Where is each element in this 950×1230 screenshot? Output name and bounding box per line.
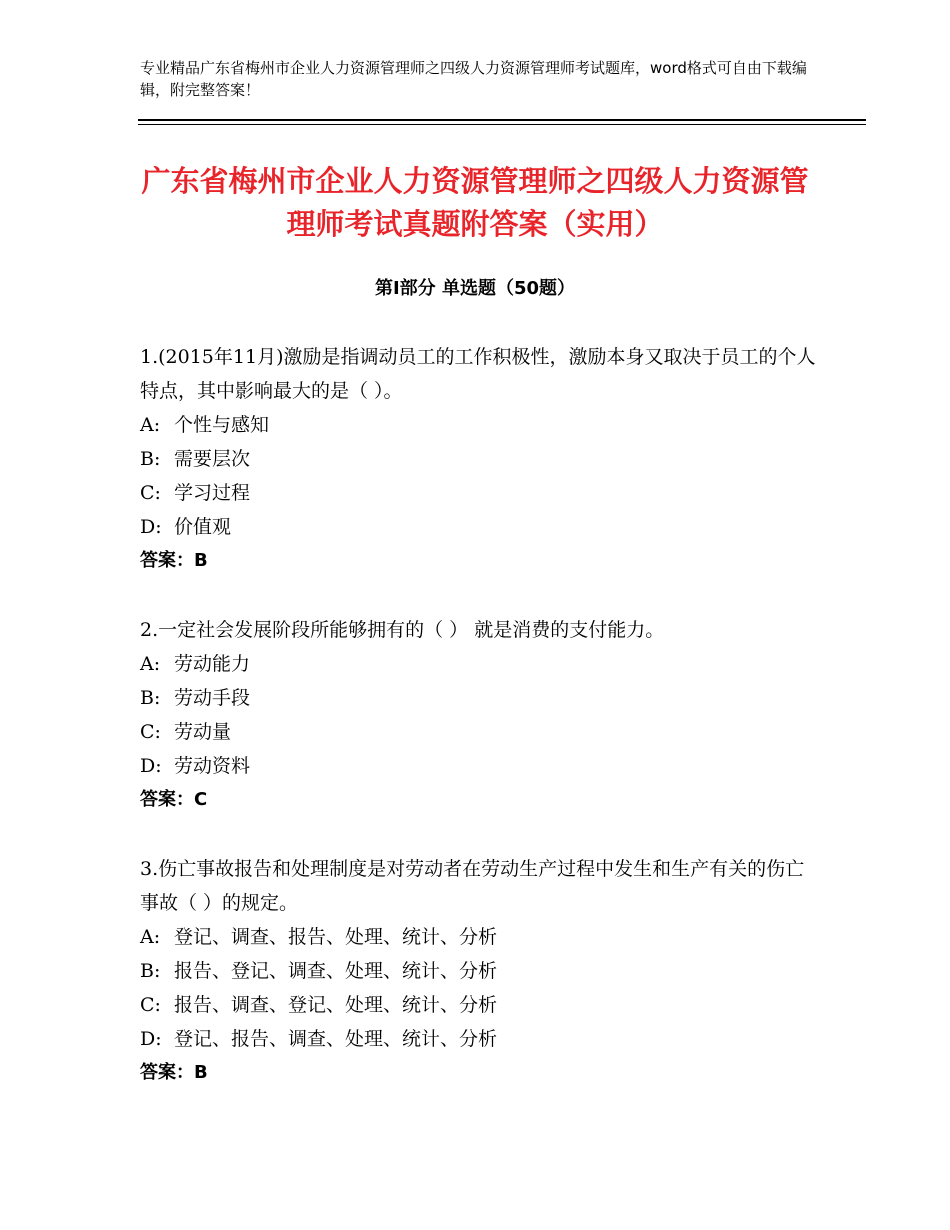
option-key: D: (140, 1028, 162, 1050)
option-a (140, 647, 820, 681)
option-a (140, 920, 820, 954)
answer-label: 答案：B (140, 1062, 208, 1083)
option-text: 劳动能力 (174, 653, 251, 675)
option-key: B: (140, 960, 161, 982)
option-d (140, 749, 820, 783)
header-rule-thick (138, 119, 866, 121)
option-text: 报告、调查、登记、处理、统计、分析 (174, 994, 498, 1016)
option-text: 登记、报告、调查、处理、统计、分析 (174, 1028, 498, 1050)
question-3 (140, 852, 820, 1090)
option-key: B: (140, 448, 161, 470)
option-text: 劳动资料 (174, 755, 251, 777)
option-key: C: (140, 994, 161, 1016)
option-text: 需要层次 (174, 448, 251, 470)
option-key: D: (140, 755, 162, 777)
answer-label: 答案：C (140, 789, 208, 810)
option-text: 劳动手段 (174, 687, 251, 709)
option-key: A: (140, 926, 161, 948)
option-b (140, 954, 820, 988)
question-text: 2.一定社会发展阶段所能够拥有的（ ） 就是消费的支付能力。 (140, 619, 665, 641)
option-key: C: (140, 482, 161, 504)
option-c (140, 476, 820, 510)
option-b (140, 681, 820, 715)
option-text: 价值观 (174, 516, 232, 538)
document-title: 广东省梅州市企业人力资源管理师之四级人力资源管理师考试真题附答案（实用） (141, 164, 809, 241)
option-a (140, 408, 820, 442)
question-2 (140, 613, 820, 817)
option-key: A: (140, 653, 161, 675)
option-key: C: (140, 721, 161, 743)
option-b (140, 442, 820, 476)
option-key: A: (140, 414, 161, 436)
question-list (140, 340, 820, 1125)
header-note: 专业精品广东省梅州市企业人力资源管理师之四级人力资源管理师考试题库，word格式可自由下载编辑，附完整答案！ (140, 59, 807, 99)
option-text: 报告、登记、调查、处理、统计、分析 (174, 960, 498, 982)
option-c (140, 988, 820, 1022)
option-key: D: (140, 516, 162, 538)
question-text: 3.伤亡事故报告和处理制度是对劳动者在劳动生产过程中发生和生产有关的伤亡事故（ ）的规定。 (140, 858, 805, 914)
option-d (140, 1022, 820, 1056)
option-c (140, 715, 820, 749)
question-1 (140, 340, 820, 578)
option-text: 学习过程 (174, 482, 251, 504)
answer-label: 答案：B (140, 550, 208, 571)
option-key: B: (140, 687, 161, 709)
header-rule-thin (138, 124, 866, 125)
option-text: 登记、调查、报告、处理、统计、分析 (174, 926, 498, 948)
option-text: 个性与感知 (174, 414, 270, 436)
option-text: 劳动量 (174, 721, 232, 743)
section-title: 第Ⅰ部分 单选题（50题） (374, 278, 575, 299)
question-text: 1.(2015年11月)激励是指调动员工的工作积极性，激励本身又取决于员工的个人特点，其中影响最大的是（ ）。 (140, 346, 816, 402)
option-d (140, 510, 820, 544)
